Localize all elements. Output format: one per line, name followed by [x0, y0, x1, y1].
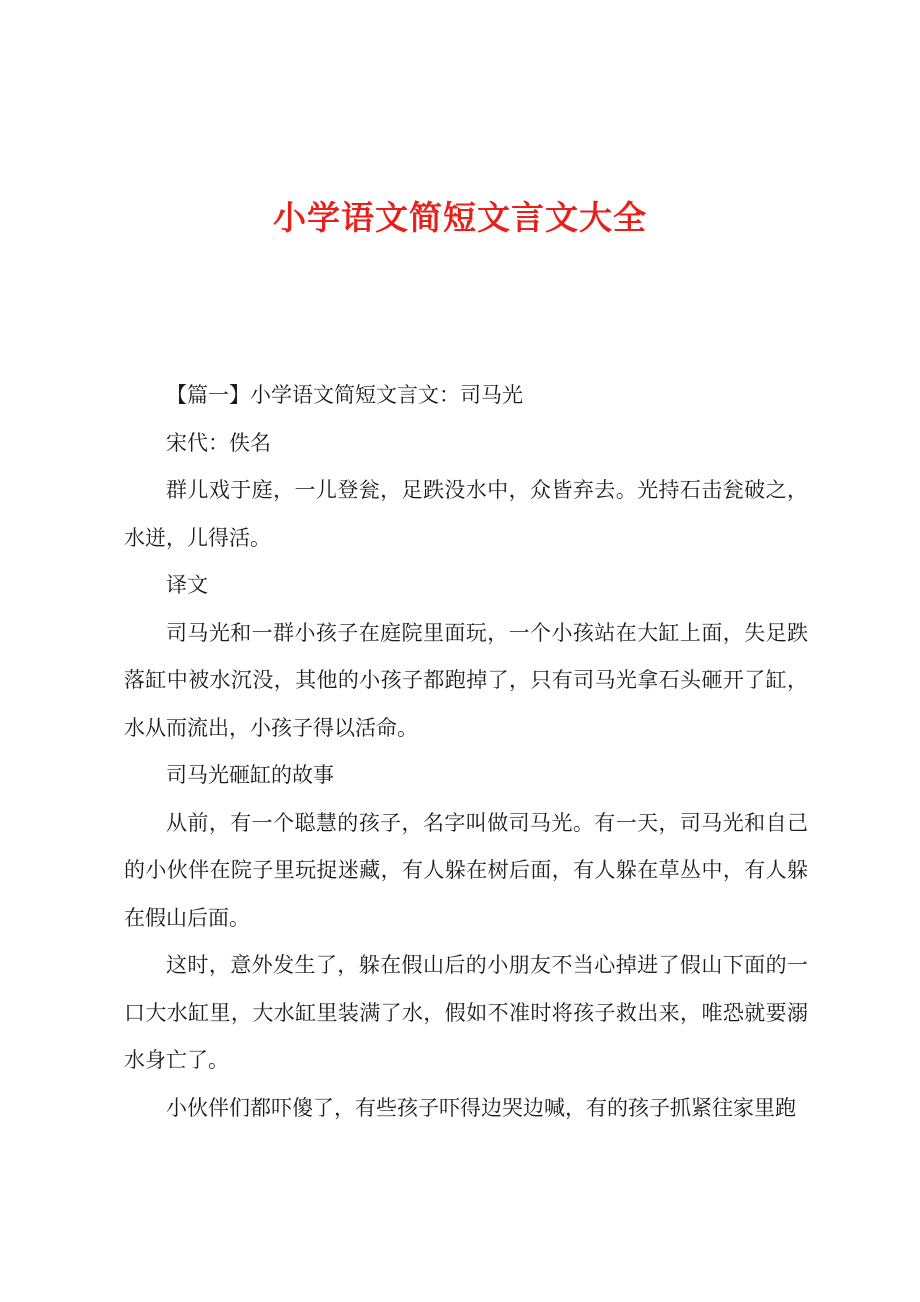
story-paragraph: 小伙伴们都吓傻了，有些孩子吓得边哭边喊，有的孩子抓紧往家里跑 [166, 1095, 796, 1120]
translation-paragraph: 司马光和一群小孩子在庭院里面玩，一个小孩站在大缸上面，失足跌落缸中被水沉没，其他的小孩子都跑掉了，只有司马光拿石头砸开了缸，水从而流出，小孩子得以活命。 [124, 620, 808, 740]
document-title: 小学语文简短文言文大全 [273, 198, 647, 237]
document-body [124, 372, 808, 1132]
story-paragraph: 这时，意外发生了，躲在假山后的小朋友不当心掉进了假山下面的一口大水缸里，大水缸里装满了水，假如不准时将孩子救出来，唯恐就要溺水身亡了。 [124, 953, 808, 1072]
story-paragraph: 从前，有一个聪慧的孩子，名字叫做司马光。有一天，司马光和自己的小伙伴在院子里玩捉迷藏，有人躲在树后面，有人躲在草丛中，有人躲在假山后面。 [124, 810, 808, 930]
author-line: 宋代：佚名 [166, 430, 271, 455]
translation-heading: 译文 [166, 573, 208, 597]
classical-text-paragraph: 群儿戏于庭，一儿登瓮，足跌没水中，众皆弃去。光持石击瓮破之，水迸，儿得活。 [124, 478, 808, 550]
story-heading: 司马光砸缸的故事 [166, 763, 334, 787]
section-heading: 【篇一】小学语文简短文言文：司马光 [166, 383, 523, 407]
